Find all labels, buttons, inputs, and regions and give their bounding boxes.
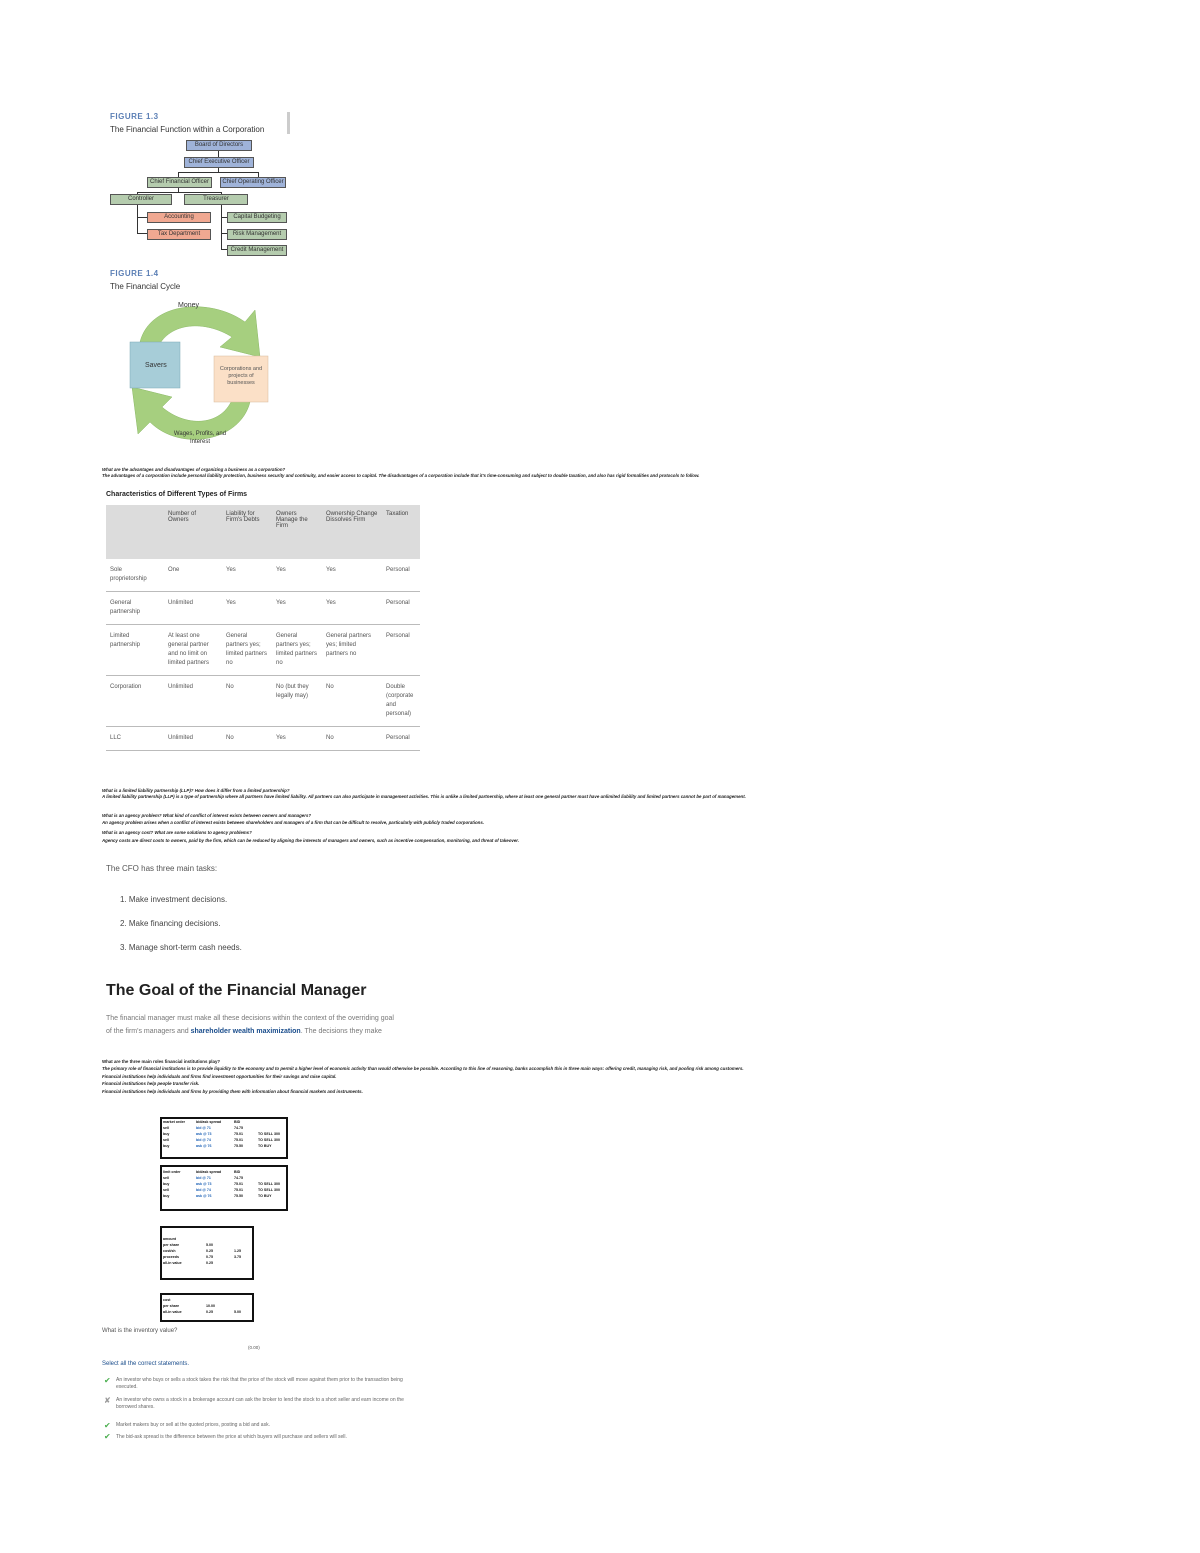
table-header-cell: Taxation: [382, 505, 420, 559]
table-cell: No: [322, 727, 382, 751]
goal-paragraph-line: [106, 1028, 382, 1035]
table-cell: ask @ 76: [196, 1144, 212, 1148]
table-cell: BID: [234, 1170, 241, 1174]
table-cell: Yes: [272, 592, 322, 625]
table-cell: buy: [163, 1194, 170, 1198]
figure-1-3-label: FIGURE 1.3: [110, 112, 159, 121]
table-cell: Corporation: [106, 676, 164, 727]
table-row: [162, 1143, 286, 1149]
limit-order-table: [160, 1165, 288, 1211]
table-cell: At least one general partner and no limit on limited partners: [164, 625, 222, 676]
check-icon: ✔: [104, 1376, 111, 1385]
org-coo-box: Chief Operating Officer: [220, 177, 286, 188]
org-connector: [178, 172, 258, 173]
table-cell: General partnership: [106, 592, 164, 625]
cost-table: [160, 1293, 254, 1322]
table-cell: 75.50: [234, 1144, 243, 1148]
figure-1-3-title: The Financial Function within a Corporation: [110, 125, 265, 134]
table-cell: 5.00: [234, 1310, 241, 1314]
table-cell: bid @ 71: [196, 1126, 211, 1130]
table-cell: buy: [163, 1132, 170, 1136]
table-header-cell: Number of Owners: [164, 505, 222, 559]
checklist-item[interactable]: Market makers buy or sell at the quoted prices, posting a bid and ask.: [116, 1422, 270, 1428]
table-cell: TO BUY: [258, 1194, 272, 1198]
qa5-question: What is the inventory value?: [102, 1328, 178, 1334]
table-cell: General partners yes; limited partners no: [222, 625, 272, 676]
table-header-row: [106, 505, 420, 559]
qa3-line: An agency problem arises when a conflict of interest exists between shareholders and managers of a firm that can be difficult to resolve, particularly with publicly traded corporations.: [102, 820, 485, 825]
table-cell: No: [222, 727, 272, 751]
table-cell: amount: [163, 1237, 176, 1241]
table-cell: 74.75: [234, 1126, 243, 1130]
qa4-line: What are the three main roles financial institutions play?: [102, 1059, 221, 1064]
shareholder-wealth-link[interactable]: shareholder wealth maximization: [190, 1028, 301, 1035]
characteristics-title: Characteristics of Different Types of Firms: [106, 491, 248, 498]
table-cell: Yes: [272, 727, 322, 751]
list-item: 1. Make investment decisions.: [120, 895, 228, 904]
returns-label: Wages, Profits, and Interest: [173, 431, 227, 445]
table-header-cell: Owners Manage the Firm: [272, 505, 322, 559]
table-cell: One: [164, 559, 222, 592]
table-cell: TO SELL 300: [258, 1138, 281, 1142]
org-cfo-box: Chief Financial Officer: [147, 177, 212, 188]
table-cell: Yes: [322, 592, 382, 625]
table-cell: 1.25: [234, 1249, 241, 1253]
qa4-line: Financial institutions help people transfer risk.: [102, 1081, 200, 1086]
qa4-line: Financial institutions help individuals and firms find investment opportunities for their savings and raise capital.: [102, 1074, 337, 1079]
qa4-line: Financial institutions help individuals and firms by providing them with information about financial markets and instruments.: [102, 1089, 363, 1094]
proceeds-table: [160, 1226, 254, 1280]
table-cell: sell: [163, 1176, 169, 1180]
table-cell: 0.25: [206, 1310, 213, 1314]
table-header-cell: Ownership Change Dissolves Firm: [322, 505, 382, 559]
table-cell: buy: [163, 1144, 170, 1148]
table-cell: Yes: [222, 592, 272, 625]
table-cell: 75.01: [234, 1182, 243, 1186]
checklist-title: Select all the correct statements.: [102, 1361, 190, 1367]
table-cell: ask @ 73: [196, 1182, 212, 1186]
table-cell: 75.50: [234, 1194, 243, 1198]
table-cell: Unlimited: [164, 676, 222, 727]
savers-label: Savers: [145, 362, 167, 369]
table-cell: Unlimited: [164, 727, 222, 751]
table-cell: Yes: [322, 559, 382, 592]
table-cell: bid/ask spread: [196, 1170, 222, 1174]
org-connector: [137, 233, 147, 234]
check-icon: ✔: [104, 1432, 111, 1441]
table-cell: Personal: [382, 625, 420, 676]
qa2-answer: A limited liability partnership (LLP) is a type of partnership where all partners have limited liability. All partners can also participate in management activities. This is unlike a limited partnership, where at least one general partner must have unlimited liability and limited partners cannot be part of management.: [102, 794, 746, 799]
org-board-box: Board of Directors: [186, 140, 252, 151]
table-row: [162, 1309, 252, 1315]
table-cell: LLC: [106, 727, 164, 751]
table-cell: 75.01: [234, 1188, 243, 1192]
checklist-item[interactable]: An investor who owns a stock in a brokerage account can ask the broker to lend the stock to a short seller and earn income on the borrowed shares.: [116, 1397, 404, 1410]
table-cell: No: [222, 676, 272, 727]
table-cell: proceeds: [163, 1255, 179, 1259]
goal-text-pre: of the firm's managers and: [106, 1028, 191, 1035]
qa4-line: The primary role of financial institutions is to provide liquidity to the economy and to permit a higher level of economic activity than would otherwise be possible. According to this line of reasoning, banks accomplish this in three main ways: offering credit, managing risk, and pooling risk among customers.: [102, 1066, 744, 1071]
table-cell: sell: [163, 1138, 169, 1142]
table-cell: Yes: [272, 559, 322, 592]
table-cell: per share: [163, 1304, 180, 1308]
table-row: [162, 1193, 286, 1199]
org-ceo-box: Chief Executive Officer: [184, 157, 254, 168]
table-cell: General partners yes; limited partners no: [272, 625, 322, 676]
table-cell: 74.75: [234, 1176, 243, 1180]
table-cell: Yes: [222, 559, 272, 592]
qa2-question: What is a limited liability partnership (LLP)? How does it differ from a limited partnership?: [102, 788, 290, 793]
org-controller-box: Controller: [110, 194, 172, 205]
table-cell: all-in value: [163, 1310, 182, 1314]
table-row: [162, 1260, 252, 1266]
table-cell: 0.25: [206, 1261, 213, 1265]
table-cell: cost: [163, 1298, 171, 1302]
table-cell: Sole proprietorship: [106, 559, 164, 592]
cross-icon: ✘: [104, 1396, 111, 1405]
duties-intro: The CFO has three main tasks:: [106, 864, 218, 873]
checklist-item[interactable]: An investor who buys or sells a stock takes the risk that the price of the stock will move against them prior to the transaction being executed.: [116, 1377, 403, 1390]
figure-1-4-title: The Financial Cycle: [110, 282, 181, 291]
org-credit-box: Credit Management: [227, 245, 287, 256]
table-header-cell: [106, 505, 164, 559]
characteristics-table: [106, 505, 420, 751]
table-cell: 10.00: [206, 1304, 215, 1308]
table-cell: 75.01: [234, 1138, 243, 1142]
table-cell: General partners yes; limited partners no: [322, 625, 382, 676]
section-heading: The Goal of the Financial Manager: [106, 982, 367, 999]
table-cell: Unlimited: [164, 592, 222, 625]
table-cell: TO BUY: [258, 1144, 272, 1148]
table-cell: buy: [163, 1182, 170, 1186]
table-cell: Personal: [382, 592, 420, 625]
table-cell: all-in value: [163, 1261, 182, 1265]
table-cell: 3.75: [234, 1255, 241, 1259]
list-item: 2. Make financing decisions.: [120, 919, 221, 928]
table-row: [106, 592, 420, 625]
table-cell: bid @ 71: [196, 1176, 211, 1180]
list-item: 3. Manage short-term cash needs.: [120, 943, 242, 952]
table-cell: Personal: [382, 727, 420, 751]
table-cell: TO SELL 300: [258, 1188, 281, 1192]
table-cell: TO SELL 300: [258, 1132, 281, 1136]
table-cell: market order: [163, 1120, 185, 1124]
table-cell: cost/sh: [163, 1249, 176, 1253]
table-cell: bid @ 74: [196, 1138, 211, 1142]
org-treasurer-box: Treasurer: [184, 194, 248, 205]
qa3-line: What is an agency problem? What kind of conflict of interest exists between owners and managers?: [102, 813, 312, 818]
table-cell: TO SELL 300: [258, 1182, 281, 1186]
checklist-item[interactable]: The bid-ask spread is the difference between the price at which buyers will purchase and sellers will sell.: [116, 1434, 347, 1440]
table-header-cell: Liability for Firm's Debts: [222, 505, 272, 559]
table-cell: 0.75: [206, 1255, 213, 1259]
qa5-answer: (0.00): [248, 1345, 260, 1350]
qa3-line: What is an agency cost? What are some solutions to agency problems?: [102, 830, 252, 835]
table-cell: BID: [234, 1120, 241, 1124]
table-cell: No: [322, 676, 382, 727]
org-connector: [137, 192, 221, 193]
table-row: [106, 676, 420, 727]
table-cell: ask @ 73: [196, 1132, 212, 1136]
firms-label: Corporations and projects of businesses: [219, 366, 263, 386]
table-cell: Limited partnership: [106, 625, 164, 676]
figure-1-4-label: FIGURE 1.4: [110, 269, 159, 278]
table-row: [106, 559, 420, 592]
qa3-line: Agency costs are direct costs to owners, paid by the firm, which can be reduced by aligning the interests of managers and owners, such as incentive compensation, monitoring, and threat of takeover.: [102, 838, 519, 843]
qa1-answer: The advantages of a corporation include personal liability protection, business security and continuity, and easier access to capital. The disadvantages of a corporation include that it's time-consuming and subject to double taxation, and also has rigid formalities and protocols to follow.: [102, 473, 700, 478]
money-label: Money: [178, 302, 200, 309]
table-cell: bid @ 74: [196, 1188, 211, 1192]
check-icon: ✔: [104, 1421, 111, 1430]
table-cell: 0.25: [206, 1249, 213, 1253]
table-cell: 75.01: [234, 1132, 243, 1136]
org-tax-box: Tax Department: [147, 229, 211, 240]
goal-paragraph-line: The financial manager must make all these decisions within the context of the overriding goal: [106, 1015, 394, 1022]
goal-text-post: . The decisions they make: [300, 1028, 382, 1035]
table-cell: ask @ 76: [196, 1194, 212, 1198]
table-row: [106, 727, 420, 751]
table-row: [106, 625, 420, 676]
figure-1-3-scrollbar: [287, 112, 290, 134]
table-cell: sell: [163, 1126, 169, 1130]
org-capital-box: Capital Budgeting: [227, 212, 287, 223]
table-cell: bid/ask spread: [196, 1120, 222, 1124]
table-cell: Personal: [382, 559, 420, 592]
table-cell: Double (corporate and personal): [382, 676, 420, 727]
table-cell: per share: [163, 1243, 180, 1247]
table-cell: sell: [163, 1188, 169, 1192]
qa1-question: What are the advantages and disadvantages of organizing a business as a corporation?: [102, 467, 286, 472]
market-order-table: [160, 1117, 288, 1159]
table-cell: limit order: [163, 1170, 181, 1174]
table-cell: 5.00: [206, 1243, 213, 1247]
table-cell: No (but they legally may): [272, 676, 322, 727]
org-connector: [137, 217, 147, 218]
org-accounting-box: Accounting: [147, 212, 211, 223]
org-risk-box: Risk Management: [227, 229, 287, 240]
